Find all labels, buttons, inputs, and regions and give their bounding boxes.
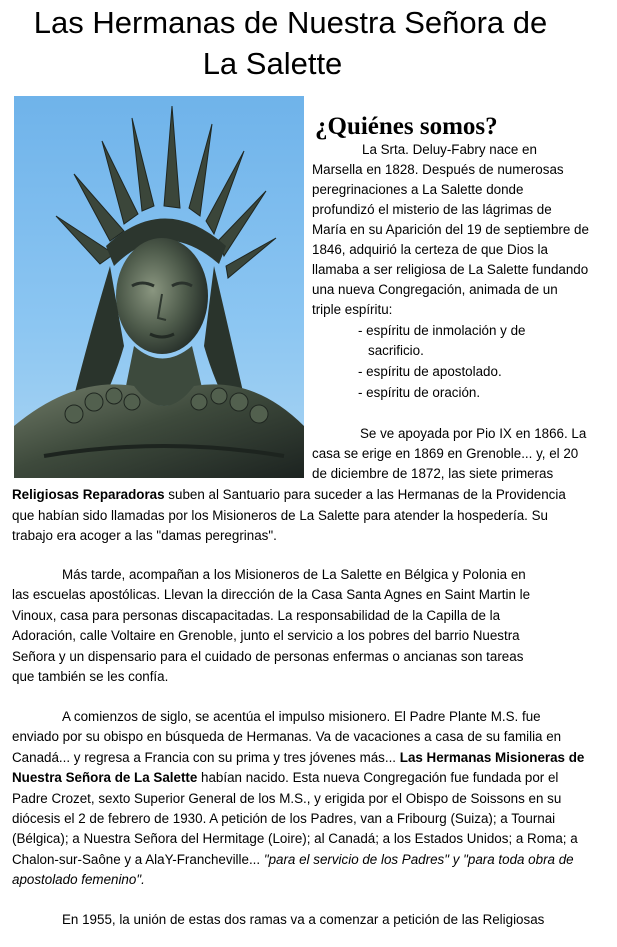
- body-line: que también se les confía.: [12, 669, 169, 684]
- body-line: profundizó el misterio de las lágrimas de: [312, 202, 552, 217]
- page-title-line-2: La Salette: [202, 46, 343, 81]
- body-line: María en su Aparición del 19 de septiembre de: [312, 222, 589, 237]
- body-text: suben al Santuario para suceder a las Hermanas de la Providencia: [164, 487, 566, 502]
- section-heading: ¿Quiénes somos?: [315, 113, 498, 140]
- italic-text: apostolado femenino".: [12, 872, 145, 887]
- body-line: En 1955, la unión de estas dos ramas va a comenzar a petición de las Religiosas: [62, 912, 545, 927]
- body-line: Adoración, calle Voltaire en Grenoble, junto el servicio a los pobres del barrio Nuestra: [12, 628, 520, 643]
- body-line: [12, 485, 566, 504]
- list-item: - espíritu de oración.: [358, 385, 481, 400]
- body-line: llamaba a ser religiosa de La Salette fundando: [312, 262, 589, 277]
- body-line: [12, 768, 558, 787]
- statue-photo: [14, 96, 304, 478]
- body-line: Se ve apoyada por Pio IX en 1866. La: [360, 426, 587, 441]
- body-line: [12, 748, 584, 767]
- body-line: [12, 850, 574, 869]
- body-line: que habían sido llamadas por los Misioneros de La Salette para atender la hospedería. Su: [12, 508, 548, 523]
- body-line: casa se erige en 1869 en Grenoble... y, el 20: [312, 446, 579, 461]
- list-item: - espíritu de inmolación y de: [358, 323, 526, 338]
- body-line: Más tarde, acompañan a los Misioneros de La Salette en Bélgica y Polonia en: [62, 567, 526, 582]
- body-line: A comienzos de siglo, se acentúa el impulso misionero. El Padre Plante M.S. fue: [62, 709, 541, 724]
- page-title-line-1: Las Hermanas de Nuestra Señora de: [33, 5, 548, 40]
- statue-icon: [14, 96, 304, 478]
- body-line: diócesis el 2 de febrero de 1930. A petición de los Padres, van a Fribourg (Suiza); a Tournai: [12, 811, 556, 826]
- bold-text: Nuestra Señora de La Salette: [12, 770, 198, 785]
- italic-text: "para el servicio de los Padres" y "para toda obra de: [263, 852, 574, 867]
- body-line: Vinoux, casa para personas discapacitadas. La responsabilidad de la Capilla de la: [12, 608, 501, 623]
- body-line: Marsella en 1828. Después de numerosas: [312, 162, 564, 177]
- list-item: - espíritu de apostolado.: [358, 364, 502, 379]
- body-line: las escuelas apostólicas. Llevan la dirección de la Casa Santa Agnes en Saint Martin le: [12, 587, 531, 602]
- bold-text: Religiosas Reparadoras: [12, 487, 165, 502]
- body-line: triple espíritu:: [312, 302, 393, 317]
- body-line: trabajo era acoger a las "damas peregrinas".: [12, 528, 277, 543]
- body-line: Padre Crozet, sexto Superior General de los M.S., y erigida por el Obispo de Soissons en su: [12, 791, 562, 806]
- body-line: Señora y un dispensario para el cuidado de personas enfermas o ancianas son tareas: [12, 649, 524, 664]
- body-line: de diciembre de 1872, las siete primeras: [312, 466, 554, 481]
- body-line: [12, 870, 145, 889]
- body-line: 1846, adquirió la certeza de que Dios la: [312, 242, 548, 257]
- list-item: sacrificio.: [368, 343, 424, 358]
- body-line: enviado por su obispo en búsqueda de Hermanas. Va de vacaciones a casa de su familia en: [12, 729, 562, 744]
- bold-text: Las Hermanas Misioneras de: [399, 750, 585, 765]
- body-line: La Srta. Deluy-Fabry nace en: [362, 142, 537, 157]
- body-text: Chalon-sur-Saône y a AlaY-Francheville...: [12, 852, 264, 867]
- body-text: habían nacido. Esta nueva Congregación fue fundada por el: [197, 770, 559, 785]
- body-text: Canadá... y regresa a Francia con su prima y tres jóvenes más...: [12, 750, 400, 765]
- body-line: una nueva Congregación, animada de un: [312, 282, 558, 297]
- body-line: peregrinaciones a La Salette donde: [312, 182, 524, 197]
- body-line: (Bélgica); a Nuestra Señora del Hermitage (Loire); al Canadá; a los Estados Unidos; a Roma; a: [12, 831, 578, 846]
